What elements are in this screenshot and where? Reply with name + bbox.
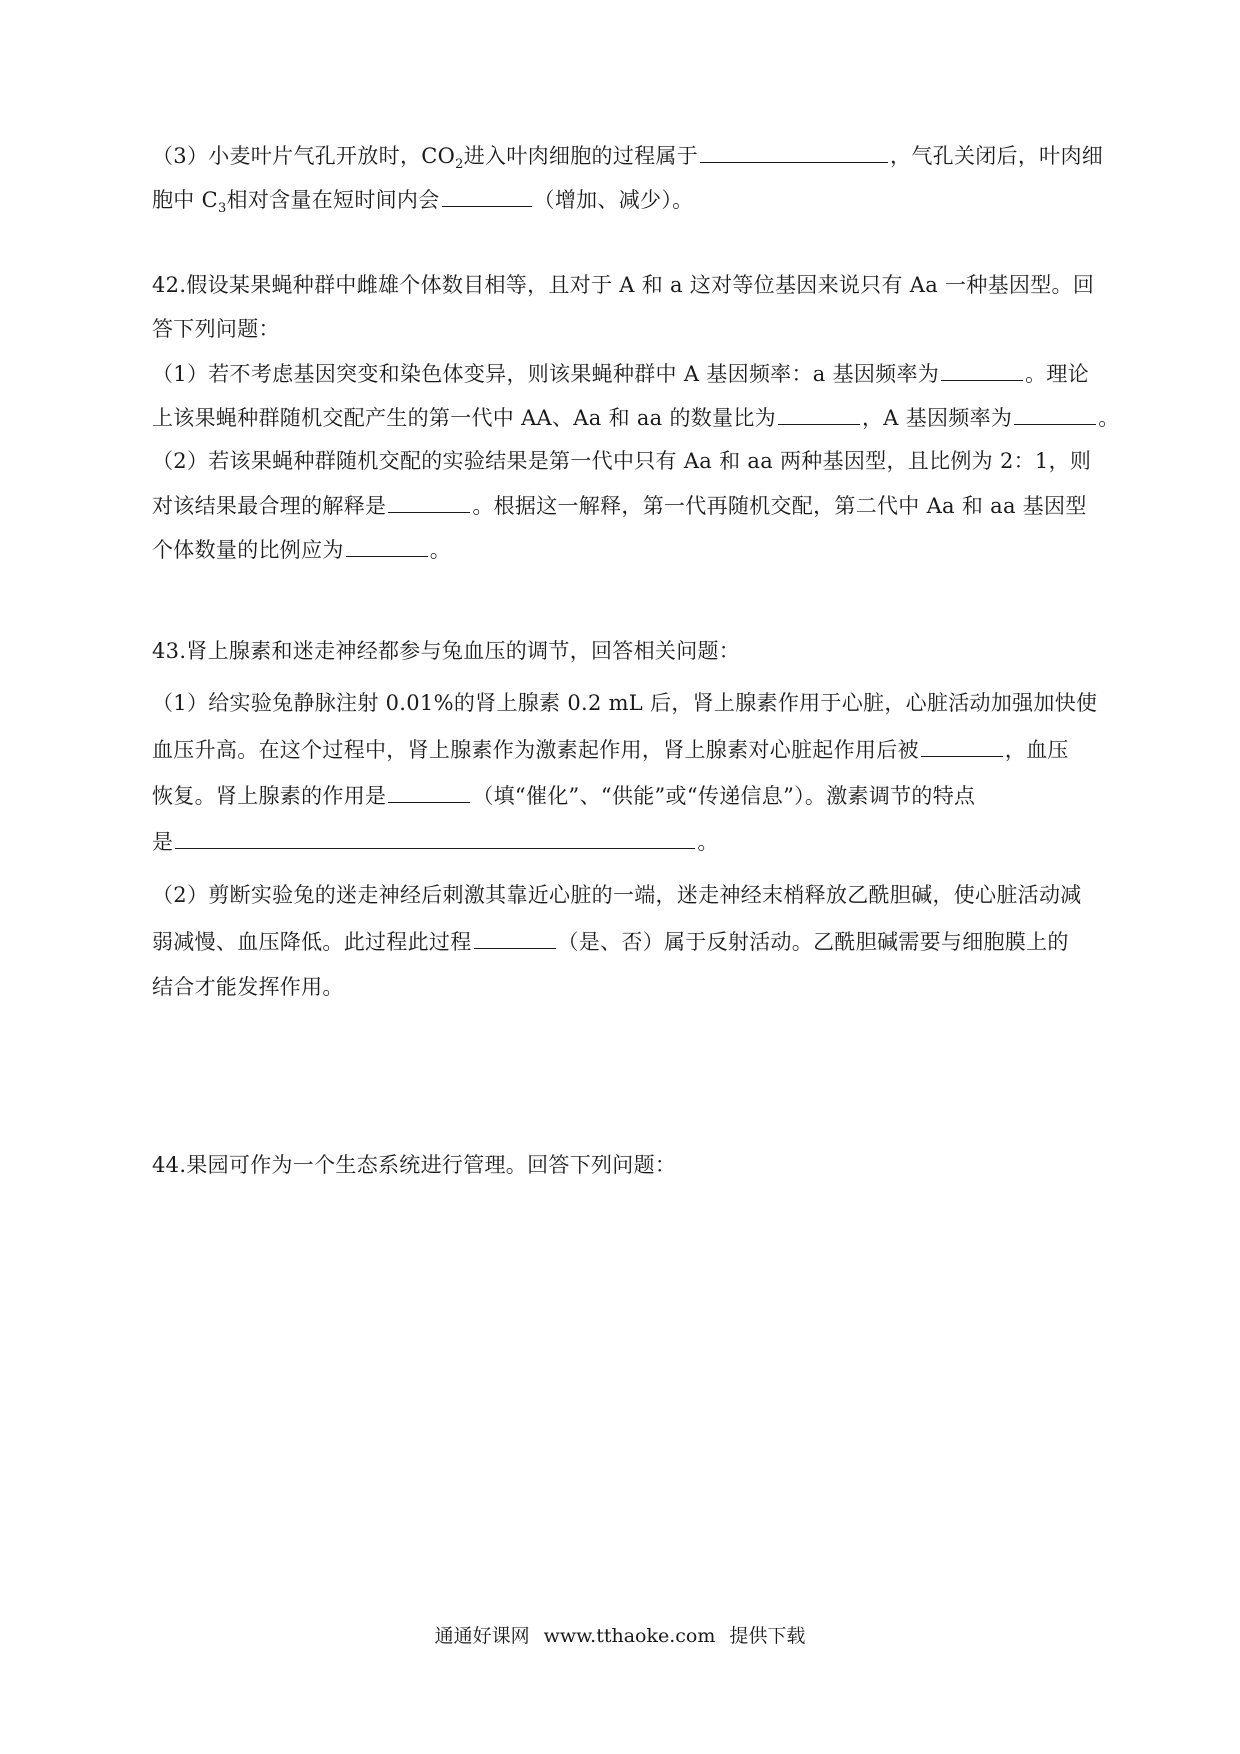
answer-blank[interactable] [442, 184, 532, 207]
q42-intro-line-2: 答下列问题： [152, 317, 280, 341]
answer-blank[interactable] [175, 826, 695, 849]
q43-part-2-line-1: （2）剪断实验兔的迷走神经后刺激其靠近心脏的一端，迷走神经末梢释放乙酰胆碱，使心脏活动减 [152, 883, 1082, 907]
q42-part-1-line-1: （1）若不考虑基因突变和染色体变异，则该果蝇种群中 A 基因频率：a 基因频率为 。理论 [152, 358, 1096, 389]
answer-blank[interactable] [700, 140, 888, 163]
footer-action: 提供下载 [729, 1625, 806, 1647]
page-footer [0, 1622, 1240, 1650]
answer-blank[interactable] [474, 926, 556, 949]
q44-intro: 44.果园可作为一个生态系统进行管理。回答下列问题： [152, 1153, 677, 1177]
footer-url[interactable]: www.tthaoke.com [543, 1625, 716, 1647]
q43-part-2-line-3: 结合才能发挥作用。 [152, 975, 344, 999]
answer-blank[interactable] [388, 780, 470, 803]
q43-intro: 43.肾上腺素和迷走神经都参与兔血压的调节，回答相关问题： [152, 639, 741, 663]
answer-blank[interactable] [941, 358, 1023, 381]
answer-blank[interactable] [921, 734, 1003, 757]
q43-part-1-line-1: （1）给实验兔静脉注射 0.01%的肾上腺素 0.2 mL 后，肾上腺素作用于心脏，心脏活动加强加快使 [152, 691, 1098, 715]
answer-blank[interactable] [1014, 402, 1096, 425]
q43-part-2-line-2: 弱减慢、血压降低。此过程此过程 （是、否）属于反射活动。乙酰胆碱需要与细胞膜上的 [152, 926, 1096, 957]
answer-blank[interactable] [346, 534, 428, 557]
answer-blank[interactable] [778, 402, 860, 425]
q41-3-line-1: （3）小麦叶片气孔开放时，$CO_2$进入叶肉细胞的过程属于 ，气孔关闭后，叶肉细 [152, 140, 1096, 180]
answer-blank[interactable] [388, 490, 470, 513]
q42-part-2-line-3: 个体数量的比例应为 。 [152, 534, 1096, 565]
q43-part-1-line-4: 是 。 [152, 826, 1096, 857]
q42-part-1-line-2: 上该果蝇种群随机交配产生的第一代中 AA、Aa 和 aa 的数量比为 ，A 基因频率为 。 [152, 402, 1096, 433]
footer-site-name: 通通好课网 [434, 1625, 530, 1647]
q42-intro-line-1: 42.假设某果蝇种群中雌雄个体数目相等，且对于 A 和 a 这对等位基因来说只有 Aa 一种基因型。回 [152, 273, 1095, 297]
q41-3-line-2: 胞中 $C_3$相对含量在短时间内会 （增加、减少）。 [152, 184, 1096, 224]
q42-part-2-line-1: （2）若该果蝇种群随机交配的实验结果是第一代中只有 Aa 和 aa 两种基因型，且比例为 2：1，则 [152, 449, 1092, 473]
q43-part-1-line-2: 血压升高。在这个过程中，肾上腺素作为激素起作用，肾上腺素对心脏起作用后被 ，血压 [152, 734, 1096, 765]
q42-part-2-line-2: 对该结果最合理的解释是 。根据这一解释，第一代再随机交配，第二代中 Aa 和 aa 基因型 [152, 490, 1096, 521]
q43-part-1-line-3: 恢复。肾上腺素的作用是 （填“催化”、“供能”或“传递信息”）。激素调节的特点 [152, 780, 1096, 811]
